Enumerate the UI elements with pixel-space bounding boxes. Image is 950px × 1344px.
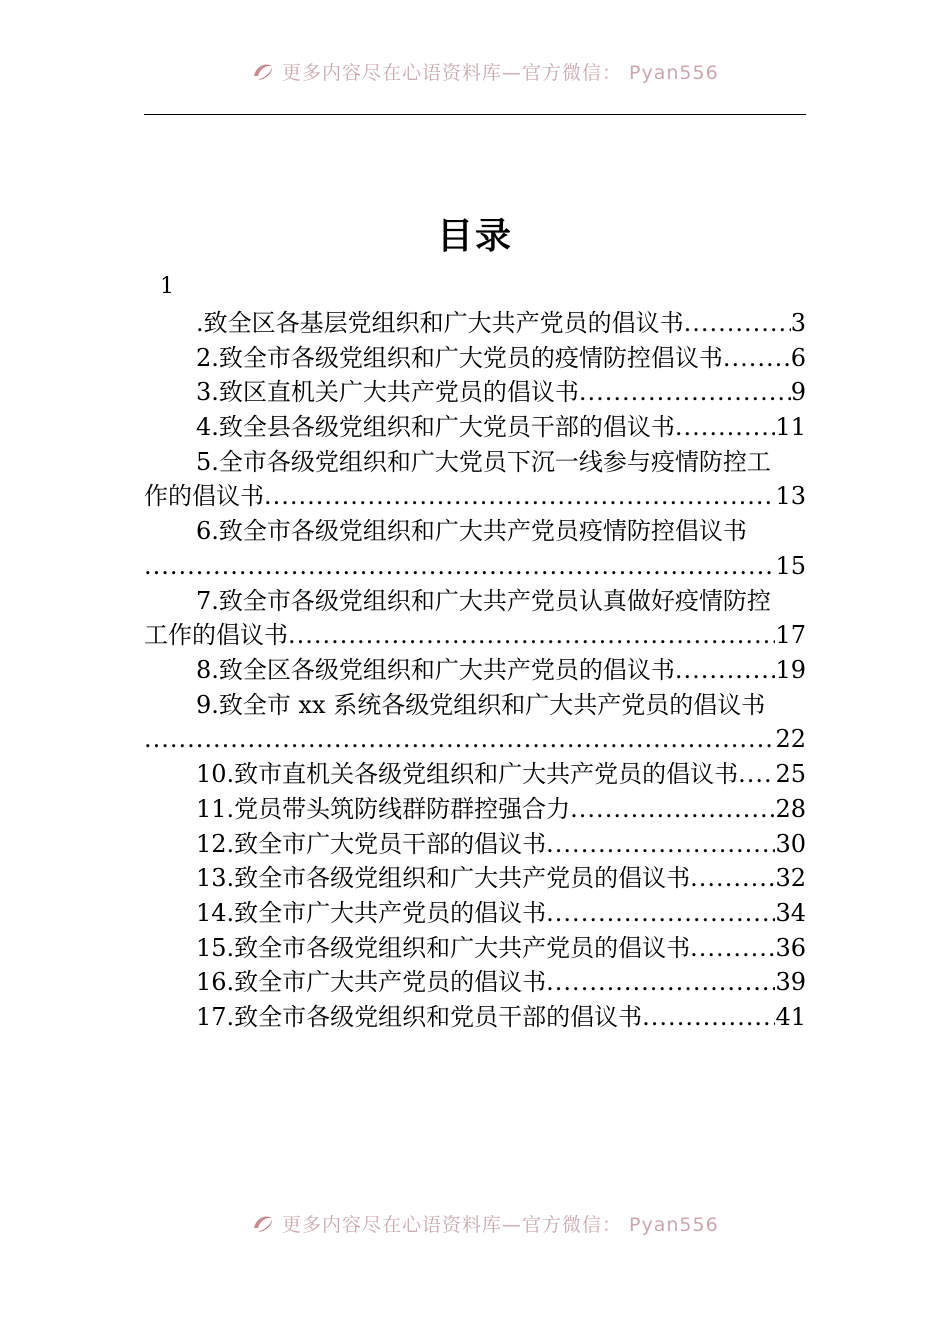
toc-leader-dots — [675, 653, 776, 687]
toc-page-number: 41 — [775, 1003, 806, 1031]
toc-entry-title: 16.致全市广大共产党员的倡议书 — [196, 968, 547, 996]
toc-leader-dots — [546, 827, 775, 861]
toc-number-stub: 1 — [160, 274, 174, 299]
toc-leader-dots — [288, 618, 775, 652]
toc-page-number: 17 — [775, 621, 806, 649]
toc-entry-title: 17.致全市各级党组织和党员干部的倡议书 — [196, 1003, 643, 1031]
toc-entry-title: 15.致全市各级党组织和广大共产党员的倡议书 — [196, 934, 691, 962]
toc-page-number: 30 — [775, 830, 806, 858]
toc-entry-title: 6.致全市各级党组织和广大共产党员疫情防控倡议书 — [196, 517, 747, 545]
toc-entry-title: 14.致全市广大共产党员的倡议书 — [196, 899, 547, 927]
toc-page-number: 9 — [790, 378, 806, 406]
toc-page-number: 25 — [775, 760, 806, 788]
toc-entry[interactable] — [144, 827, 806, 861]
toc-entry[interactable] — [144, 896, 806, 930]
toc-entry-continuation[interactable] — [144, 618, 806, 652]
toc-leader-dots — [675, 410, 776, 444]
toc-entry[interactable] — [144, 653, 806, 687]
toc-page-number: 32 — [775, 864, 806, 892]
toc-entry[interactable] — [144, 341, 806, 375]
toc-entry[interactable] — [144, 688, 806, 722]
footer-watermark — [250, 1208, 770, 1238]
toc-entry-title: .致全区各基层党组织和广大共产党员的倡议书 — [196, 309, 684, 337]
toc-leader-dots — [690, 861, 775, 895]
toc-page-number: 6 — [790, 344, 806, 372]
header-divider — [144, 114, 806, 115]
toc-entry-title: 5.全市各级党组织和广大党员下沉一线参与疫情防控工 — [196, 448, 771, 476]
toc-entry-title: 8.致全区各级党组织和广大共产党员的倡议书 — [196, 656, 675, 684]
toc-page-number: 22 — [775, 725, 806, 753]
toc-page-number: 19 — [775, 656, 806, 684]
toc-entry[interactable] — [144, 410, 806, 444]
toc-leader-dots — [546, 965, 775, 999]
toc-leader-dots — [642, 1000, 775, 1034]
header-watermark — [250, 56, 770, 86]
toc-entry[interactable] — [144, 792, 806, 826]
toc-page-number: 11 — [775, 413, 806, 441]
toc-leader-dots — [570, 792, 775, 826]
toc-leader-dots — [264, 479, 775, 513]
toc-entry-title: 7.致全市各级党组织和广大共产党员认真做好疫情防控 — [196, 587, 771, 615]
toc-entry[interactable] — [144, 861, 806, 895]
toc-leader-dots — [546, 896, 775, 930]
toc-page-number: 28 — [775, 795, 806, 823]
toc-entry-continuation[interactable] — [144, 549, 806, 583]
toc-page-number: 36 — [775, 934, 806, 962]
watermark-text: 更多内容尽在心语资料库—官方微信： Pyan556 — [282, 1213, 719, 1236]
toc-entry-title: 11.党员带头筑防线群防群控强合力 — [196, 795, 571, 823]
brand-logo-icon — [250, 1210, 276, 1236]
page-title: 目录 — [436, 215, 513, 257]
brand-logo-icon — [250, 58, 276, 84]
toc-page-number: 34 — [775, 899, 806, 927]
watermark-text: 更多内容尽在心语资料库—官方微信： Pyan556 — [282, 61, 719, 84]
toc-entry-title-continued: 工作的倡议书 — [144, 621, 288, 649]
toc-entry[interactable] — [144, 965, 806, 999]
toc-entry[interactable] — [144, 445, 806, 479]
toc-entry[interactable] — [144, 757, 806, 791]
toc-leader-dots — [684, 306, 791, 340]
toc-page-number: 3 — [790, 309, 806, 337]
toc-entry-title: 13.致全市各级党组织和广大共产党员的倡议书 — [196, 864, 691, 892]
toc-entry[interactable] — [144, 931, 806, 965]
toc-entry[interactable] — [144, 1000, 806, 1034]
toc-entry[interactable] — [144, 375, 806, 409]
toc-page-number: 39 — [775, 968, 806, 996]
toc-entry-title: 3.致区直机关广大共产党员的倡议书 — [196, 378, 579, 406]
toc-leader-dots — [738, 757, 775, 791]
toc-leader-dots — [579, 375, 791, 409]
toc-leader-dots — [690, 931, 775, 965]
toc-entry-title: 9.致全市 xx 系统各级党组织和广大共产党员的倡议书 — [196, 691, 766, 719]
toc-entry-continuation[interactable] — [144, 722, 806, 756]
toc-entry-title-continued: 作的倡议书 — [144, 482, 264, 510]
toc-entry[interactable] — [144, 584, 806, 618]
toc-entry-title: 10.致市直机关各级党组织和广大共产党员的倡议书 — [196, 760, 739, 788]
toc-entry-title: 12.致全市广大党员干部的倡议书 — [196, 830, 547, 858]
toc-entry[interactable] — [144, 306, 806, 340]
toc-page-number: 15 — [775, 552, 806, 580]
toc-leader-dots — [723, 341, 791, 375]
toc-leader-dots — [144, 549, 775, 583]
toc-entry-title: 2.致全市各级党组织和广大党员的疫情防控倡议书 — [196, 344, 723, 372]
toc-entry-title: 4.致全县各级党组织和广大党员干部的倡议书 — [196, 413, 675, 441]
toc-entry[interactable] — [144, 514, 806, 548]
toc-entry-continuation[interactable] — [144, 479, 806, 513]
toc-leader-dots — [144, 722, 775, 756]
toc-page-number: 13 — [775, 482, 806, 510]
